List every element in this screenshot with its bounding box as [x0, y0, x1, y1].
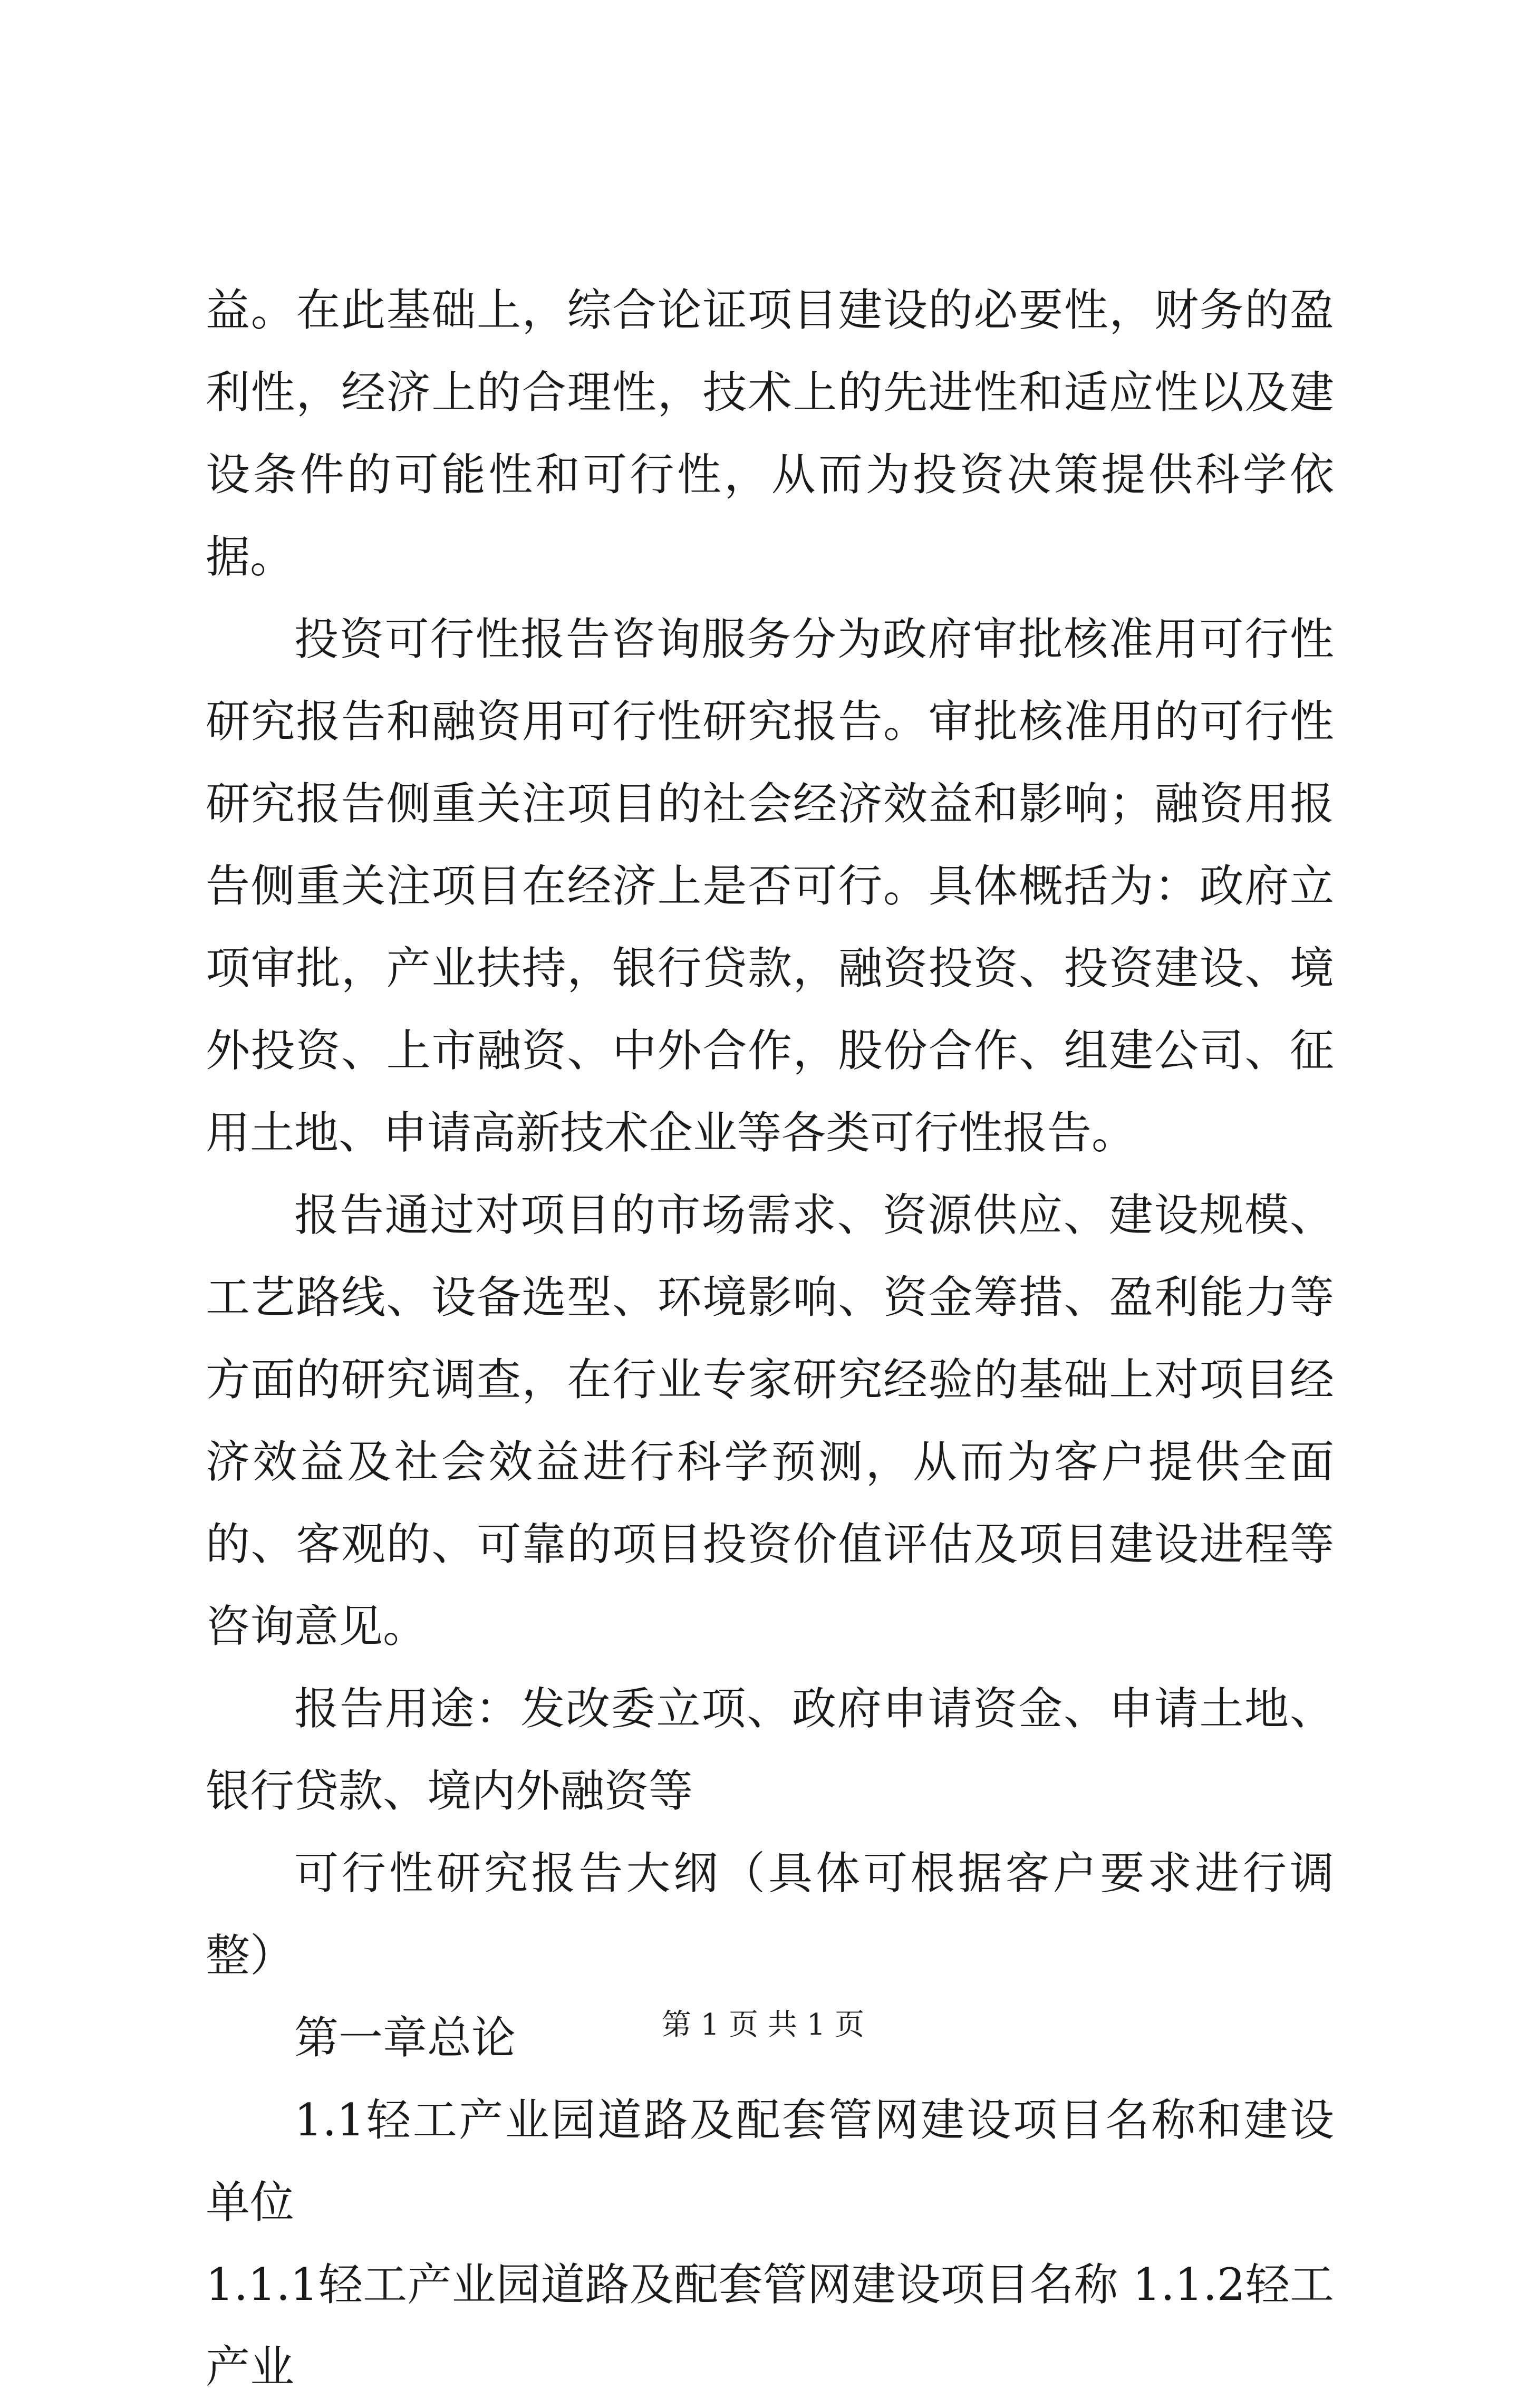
paragraph-3: 报告通过对项目的市场需求、资源供应、建设规模、工艺路线、设备选型、环境影响、资金筹措、盈利能力等方面的研究调查，在行业专家研究经验的基础上对项目经济效益及社会效益进行科学预测，从而为客户提供全面的、客观的、可靠的项目投资价值评估及项目建设进程等咨询意见。	[206, 1189, 1334, 1652]
paragraph-4: 报告用途：发改委立项、政府申请资金、申请土地、银行贷款、境内外融资等	[206, 1683, 1334, 1817]
page-number-label: 第 1 页 共 1 页	[661, 2008, 865, 2042]
paragraph-1: 益。在此基础上，综合论证项目建设的必要性，财务的盈利性，经济上的合理性，技术上的先进性和适应性以及建设条件的可能性和可行性，从而为投资决策提供科学依据。	[206, 284, 1334, 583]
paragraph-7-section-title: 1.1轻工产业园道路及配套管网建设项目名称和建设单位	[206, 2094, 1334, 2228]
paragraph-8-subsection-line: 1.1.1轻工产业园道路及配套管网建设项目名称 1.1.2轻工产业	[206, 2259, 1334, 2393]
document-body	[206, 269, 1334, 2408]
paragraph-5-outline-heading: 可行性研究报告大纲（具体可根据客户要求进行调整）	[206, 1847, 1334, 1981]
page-footer	[0, 2004, 1526, 2046]
paragraph-2: 投资可行性报告咨询服务分为政府审批核准用可行性研究报告和融资用可行性研究报告。审批核准用的可行性研究报告侧重关注项目的社会经济效益和影响；融资用报告侧重关注项目在经济上是否可行。具体概括为：政府立项审批，产业扶持，银行贷款，融资投资、投资建设、境外投资、上市融资、中外合作，股份合作、组建公司、征用土地、申请高新技术企业等各类可行性报告。	[206, 613, 1334, 1159]
paragraph-6-chapter-title: 第一章总论	[294, 2012, 516, 2064]
